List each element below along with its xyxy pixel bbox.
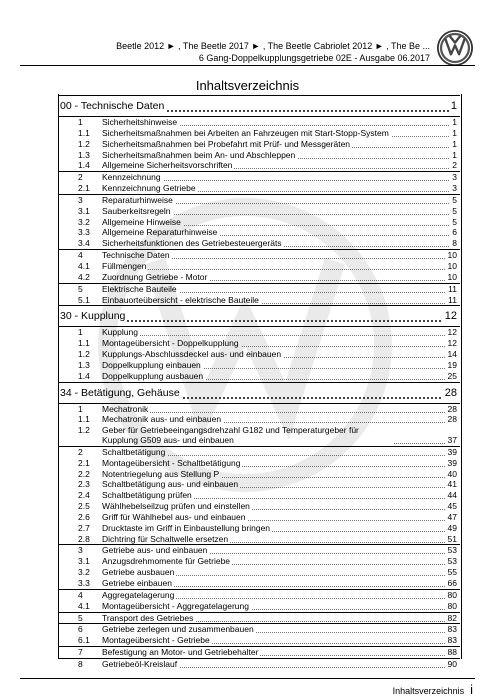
- toc-entry-number: 3: [78, 194, 83, 205]
- toc-entry-title: Mechatronik aus- und einbauen: [102, 414, 222, 425]
- toc-entry[interactable]: [58, 589, 460, 601]
- toc-entry-page: 10: [447, 260, 457, 271]
- toc-entry-title: Montageübersicht - Aggregatelagerung: [102, 600, 249, 611]
- toc-entry-page: 44: [447, 490, 457, 501]
- toc-entry-title: Sicherheitsmaßnahmen bei Probefahrt mit Prüf- und Messgeräten: [102, 138, 351, 149]
- toc-section-title: 00 - Technische Daten: [60, 96, 166, 116]
- toc-entry-number: 3.1: [78, 556, 90, 567]
- toc-entry-page: 28: [447, 414, 457, 425]
- toc-entry[interactable]: [58, 490, 460, 501]
- toc-entry-number: 6.1: [78, 635, 90, 646]
- toc-entry-page: 47: [447, 511, 457, 522]
- toc-entry-page: 12: [447, 338, 457, 349]
- toc-entry-page: 19: [447, 359, 457, 370]
- toc-entry-page: 90: [447, 658, 457, 669]
- toc-entry-title: Doppelkupplung ausbauen: [102, 370, 204, 381]
- toc-entry[interactable]: [58, 238, 460, 249]
- toc-entry-page: 3: [452, 172, 457, 183]
- footer-label: Inhaltsverzeichnis: [392, 686, 465, 696]
- toc-entry-page: 88: [447, 647, 457, 658]
- toc-entry[interactable]: [58, 501, 460, 512]
- toc-entry-number: 2.1: [78, 183, 90, 194]
- toc-entry-title: Reparaturhinweise: [102, 194, 173, 205]
- toc-entry[interactable]: [58, 556, 460, 567]
- toc-entry-title: Doppelkupplung einbauen: [102, 359, 201, 370]
- toc-entry-number: 1: [78, 117, 83, 127]
- toc-entry-number: 2.6: [78, 511, 90, 522]
- toc-entry-number: 2.3: [78, 479, 90, 490]
- toc-entry-page: 11: [448, 283, 457, 294]
- toc-entry-page: 53: [447, 556, 457, 567]
- toc-entry-title: Kupplungs-Abschlussdeckel aus- und einbauen: [102, 349, 282, 360]
- toc-entry-title: Technische Daten: [102, 250, 170, 261]
- page-header: [0, 0, 495, 62]
- toc-entry[interactable]: [58, 371, 460, 382]
- toc-entry-page: 66: [447, 577, 457, 588]
- toc-entry[interactable]: [58, 183, 460, 194]
- toc-entry-page: 14: [447, 349, 457, 360]
- table-of-contents: [58, 95, 460, 670]
- toc-entry-title: Notentriegelung aus Stellung P: [102, 468, 220, 479]
- toc-entry-title: Getriebe aus- und einbauen: [102, 545, 208, 556]
- toc-entry-number: 4: [78, 250, 83, 261]
- toc-entry-number: 3.1: [78, 205, 90, 216]
- toc-leader-dots: [102, 404, 457, 413]
- vw-logo-icon: [437, 30, 473, 66]
- toc-entry-page: 40: [447, 468, 457, 479]
- toc-entry[interactable]: [58, 646, 460, 658]
- toc-entry-page: 11: [448, 294, 457, 305]
- toc-entry-title: Elektrische Bauteile: [102, 283, 177, 294]
- toc-entry-number: 3.3: [78, 227, 90, 238]
- toc-entry-number: 1: [78, 403, 83, 414]
- toc-entry[interactable]: [58, 360, 460, 371]
- toc-entry[interactable]: [58, 128, 460, 139]
- toc-entry-page: 1: [452, 149, 457, 160]
- toc-entry-page: 25: [447, 370, 457, 381]
- toc-entry-page: 1: [452, 138, 457, 149]
- toc-entry-number: 3.2: [78, 567, 90, 578]
- toc-entry-title: Sicherheitsmaßnahmen beim An- und Abschleppen: [102, 149, 296, 160]
- toc-entry[interactable]: [58, 295, 460, 306]
- toc-section-heading[interactable]: [58, 95, 460, 116]
- toc-entry-page: 28: [447, 403, 457, 414]
- toc-entry-number: 5: [78, 612, 83, 623]
- toc-entry-number: 4.1: [78, 260, 90, 271]
- toc-entry-number: 4.2: [78, 271, 90, 282]
- toc-entry-title: Kennzeichnung: [102, 172, 161, 183]
- toc-entry-page: 3: [452, 183, 457, 194]
- toc-entry-number: 5: [78, 283, 83, 294]
- header-subtitle: 6 Gang-Doppelkupplungsgetriebe 02E - Ausgabe 06.2017: [198, 53, 430, 63]
- toc-entry-title: Getriebeöl-Kreislauf: [102, 658, 178, 669]
- toc-entry-page: 37: [447, 435, 457, 446]
- toc-entry-title: Transport des Getriebes: [102, 612, 194, 623]
- toc-entry[interactable]: [58, 217, 460, 228]
- toc-entry-number: 1.1: [78, 414, 90, 425]
- toc-section-heading[interactable]: [58, 305, 460, 326]
- toc-entry[interactable]: [58, 512, 460, 523]
- toc-entry-number: 7: [78, 647, 83, 658]
- footer-rule: [20, 678, 475, 679]
- toc-entry-number: 2.4: [78, 490, 90, 501]
- toc-entry[interactable]: [58, 601, 460, 612]
- toc-entry-page: 83: [447, 624, 457, 635]
- toc-entry-number: 3: [78, 545, 83, 556]
- toc-entry-title: Einbauortеübersicht - elektrische Bauteile: [102, 294, 259, 305]
- toc-entry-title: Montageübersicht - Getriebe: [102, 635, 210, 646]
- toc-entry-title: Schaltbetätigung: [102, 446, 166, 457]
- toc-entry[interactable]: [58, 458, 460, 469]
- toc-entry-title: Zuordnung Getriebe - Motor: [102, 271, 208, 282]
- toc-entry-title: Montageübersicht - Doppelkupplung: [102, 338, 239, 349]
- toc-entry-title: Dichtring für Schaltwelle ersetzen: [102, 533, 229, 544]
- toc-entry-page: 53: [447, 545, 457, 556]
- toc-entry-page: 41: [447, 479, 457, 490]
- toc-entry-page: 39: [447, 457, 457, 468]
- toc-entry-number: 2.5: [78, 501, 90, 512]
- page-footer: [393, 682, 473, 697]
- toc-leader-dots: [102, 261, 457, 270]
- toc-entry-page: 80: [447, 600, 457, 611]
- toc-entry-page: 55: [447, 567, 457, 578]
- toc-entry-number: 2.2: [78, 468, 90, 479]
- toc-entry[interactable]: [58, 160, 460, 171]
- toc-entry[interactable]: [58, 116, 460, 128]
- toc-entry[interactable]: [58, 658, 460, 670]
- toc-entry-number: 1.3: [78, 149, 90, 160]
- toc-entry-title: Getriebe ausbauen: [102, 567, 175, 578]
- toc-entry[interactable]: [58, 272, 460, 283]
- toc-entry[interactable]: [58, 523, 460, 534]
- toc-entry[interactable]: [58, 249, 460, 261]
- toc-entry[interactable]: [58, 261, 460, 272]
- toc-entry[interactable]: [58, 534, 460, 545]
- toc-entry-page: 5: [452, 194, 457, 205]
- toc-entry-number: 2: [78, 172, 83, 183]
- toc-entry-page: 83: [447, 635, 457, 646]
- toc-entry-number: 4.1: [78, 600, 90, 611]
- toc-entry[interactable]: [58, 150, 460, 161]
- toc-entry-number: 1.1: [78, 338, 90, 349]
- toc-entry-title: Sicherheitshinweise: [102, 117, 178, 127]
- toc-entry-title: Kupplung: [102, 327, 138, 338]
- toc-entry-title: Drucktaste im Griff in Einbaustellung bringen: [102, 522, 271, 533]
- footer-page-number: i: [470, 682, 473, 697]
- toc-entry-number: 2.7: [78, 522, 90, 533]
- toc-entry-title: Allgemeine Reparaturhinweise: [102, 227, 218, 238]
- toc-entry[interactable]: [58, 403, 460, 415]
- toc-entry[interactable]: [58, 567, 460, 578]
- toc-entry-page: 39: [447, 446, 457, 457]
- toc-entry-number: 2.8: [78, 533, 90, 544]
- toc-entry-title: Wählhebelseilzug prüfen und einstellen: [102, 501, 250, 512]
- toc-entry-page: 49: [447, 522, 457, 533]
- toc-entry-number: 8: [78, 658, 83, 669]
- toc-entry-page: 1: [452, 117, 457, 127]
- toc-section-title: 34 - Betätigung, Gehäuse: [60, 383, 182, 403]
- toc-entry-title: Getriebe zerlegen und zusammenbauen: [102, 624, 254, 635]
- toc-entry-number: 5.1: [78, 294, 90, 305]
- toc-leader-dots: [102, 327, 457, 336]
- toc-section-page: 28: [443, 383, 457, 403]
- toc-entry-page: 5: [452, 216, 457, 227]
- toc-entry-title: Allgemeine Sicherheitsvorschriften: [102, 160, 233, 171]
- toc-entry[interactable]: [58, 479, 460, 490]
- toc-entry[interactable]: [58, 623, 460, 635]
- toc-entry[interactable]: [58, 194, 460, 206]
- toc-entry-number: 4: [78, 589, 83, 600]
- toc-entry-number: 1.4: [78, 370, 90, 381]
- toc-entry-title: Anzugsdrehmomente für Getriebe: [102, 556, 231, 567]
- toc-entry-title: Kennzeichnung Getriebe: [102, 183, 196, 194]
- toc-entry-page: 5: [452, 205, 457, 216]
- toc-entry-title: Schaltbetätigung aus- und einbauen: [102, 479, 239, 490]
- toc-entry-title: Sicherheitsfunktionen des Getriebesteuergeräts: [102, 238, 282, 249]
- toc-entry[interactable]: [58, 326, 460, 338]
- toc-entry[interactable]: [58, 171, 460, 183]
- page-title: Inhaltsverzeichnis: [195, 78, 300, 93]
- toc-entry-number: 2.1: [78, 457, 90, 468]
- toc-entry[interactable]: [58, 227, 460, 238]
- toc-entry[interactable]: [58, 206, 460, 217]
- toc-entry[interactable]: [58, 139, 460, 150]
- toc-entry[interactable]: [58, 544, 460, 556]
- toc-entry-number: 3.2: [78, 216, 90, 227]
- toc-entry-title: Mechatronik: [102, 403, 149, 414]
- toc-entry[interactable]: [58, 469, 460, 480]
- toc-entry[interactable]: [58, 425, 460, 446]
- header-rule: [20, 65, 475, 66]
- toc-section-heading[interactable]: [58, 382, 460, 403]
- toc-entry-page: 12: [447, 327, 457, 338]
- toc-entry-title: Griff für Wählhebel aus- und einbauen: [102, 511, 246, 522]
- toc-entry-page: 8: [452, 238, 457, 249]
- toc-entry-page: 2: [452, 160, 457, 171]
- toc-entry-page: 10: [447, 250, 457, 261]
- toc-entry-number: 1.4: [78, 160, 90, 171]
- toc-section-title: 30 - Kupplung: [60, 306, 127, 326]
- toc-section-page: 1: [449, 96, 457, 116]
- toc-entry[interactable]: [58, 578, 460, 589]
- toc-entry-number: 1.1: [78, 127, 90, 138]
- toc-entry-page: 10: [447, 271, 457, 282]
- toc-entry-title: Allgemeine Hinweise: [102, 216, 181, 227]
- toc-entry[interactable]: [58, 612, 460, 624]
- toc-entry-page: 51: [447, 533, 457, 544]
- header-model-list: Beetle 2012 ► , The Beetle 2017 ► , The Beetle Cabriolet 2012 ► , The Be ...: [116, 41, 430, 51]
- toc-entry-number: 1.3: [78, 359, 90, 370]
- toc-entry[interactable]: [58, 635, 460, 646]
- toc-entry-number: 6: [78, 624, 83, 635]
- toc-entry[interactable]: [58, 446, 460, 458]
- toc-entry[interactable]: [58, 414, 460, 425]
- toc-entry-title: Schaltbetätigung prüfen: [102, 490, 192, 501]
- toc-entry[interactable]: [58, 283, 460, 295]
- toc-entry-number: 3.3: [78, 577, 90, 588]
- toc-entry-title: Sicherheitsmaßnahmen bei Arbeiten an Fahrzeugen mit Start-Stopp-System: [102, 127, 389, 138]
- toc-entry-page: 82: [447, 612, 457, 623]
- toc-entry-number: 3.4: [78, 238, 90, 249]
- toc-entry[interactable]: [58, 338, 460, 349]
- toc-entry-page: 80: [447, 589, 457, 600]
- toc-entry-page: 1: [452, 127, 457, 138]
- toc-entry-title: Befestigung an Motor- und Getriebehalter: [102, 647, 259, 658]
- toc-entry-page: 45: [447, 501, 457, 512]
- toc-entry-number: 1.2: [78, 425, 90, 436]
- toc-entry-title: Aggregatelagerung: [102, 589, 175, 600]
- toc-entry-page: 6: [452, 227, 457, 238]
- toc-entry-title: Sauberkeitsregeln: [102, 205, 171, 216]
- toc-entry-title: Montageübersicht - Schaltbetätigung: [102, 457, 241, 468]
- toc-entry-number: 2: [78, 446, 83, 457]
- toc-entry-number: 1: [78, 327, 83, 338]
- toc-entry[interactable]: [58, 349, 460, 360]
- toc-section-page: 12: [443, 306, 457, 326]
- toc-entry-title: Füllmengen: [102, 260, 147, 271]
- toc-entry-title: Geber für Getriebeeingangsdrehzahl G182 und Temperaturgeber für Kupplung G509 aus- und einbauen: [102, 425, 394, 445]
- toc-entry-number: 1.2: [78, 138, 90, 149]
- toc-entry-number: 1.2: [78, 349, 90, 360]
- toc-entry-title: Getriebe einbauen: [102, 577, 172, 588]
